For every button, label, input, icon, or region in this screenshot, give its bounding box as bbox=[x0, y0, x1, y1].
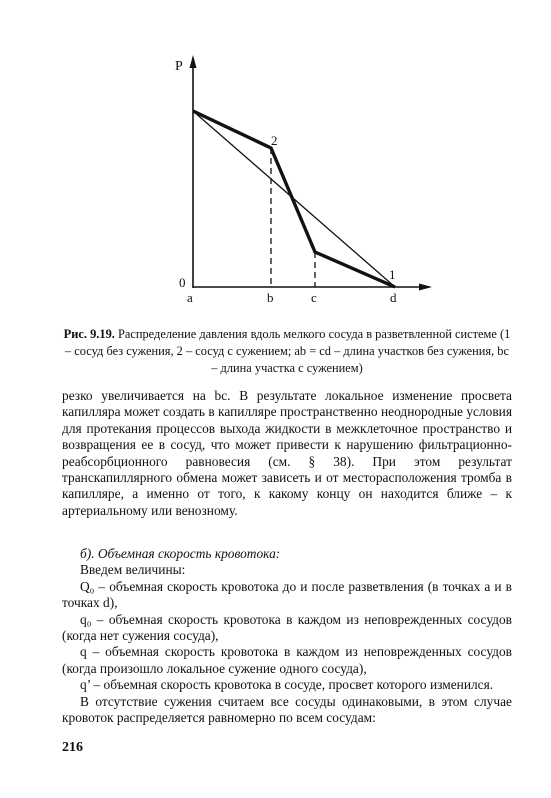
point-a-label: a bbox=[187, 290, 193, 305]
curve-2-label: 2 bbox=[271, 133, 278, 148]
section-heading: б). Объемная скорость кровотока: bbox=[80, 546, 281, 561]
intro-line: Введем величины: bbox=[80, 562, 186, 578]
y-axis-arrow-icon bbox=[190, 55, 197, 68]
point-d-label: d bbox=[390, 290, 397, 305]
axis-y-label: P bbox=[175, 59, 183, 74]
definition-q: q – объемная скорость кровотока в каждом из неповрежденных сосудов (когда произошло локальное сужение одного сосуда), bbox=[62, 644, 512, 676]
definition-q-prime: q’ – объемная скорость кровотока в сосуде, просвет которого изменился. bbox=[80, 677, 494, 693]
curve-1-label: 1 bbox=[389, 267, 396, 282]
figure-caption bbox=[62, 326, 512, 377]
body-text-section bbox=[62, 546, 512, 726]
paragraph-1: резко увеличивается на bc. В результате локальное изменение просвета капилляра может создать в капилляре пространственно неоднородные условия для протекания процессов выхода жидкости в межклеточное пространство и возвращения ее в сосуд, что может привести к нарушению фильтрационно-реабсорбционного равновесия (см. § 38). При этом результат транскапиллярного обмена может зависеть и от месторасположения тромба в капилляре, а именно от того, к какому концу он находится ближе – к артериальному или венозному. bbox=[62, 388, 512, 518]
pressure-distribution-diagram bbox=[0, 0, 551, 320]
caption-label: Рис. 9.19. bbox=[63, 327, 115, 341]
page-number: 216 bbox=[62, 740, 83, 755]
origin-label: 0 bbox=[179, 275, 186, 290]
closing-paragraph: В отсутствие сужения считаем все сосуды одинаковыми, в этом случае кровоток распределяется равномерно по всем сосудам: bbox=[62, 693, 512, 726]
caption-text: Распределение давления вдоль мелкого сосуда в разветвленной системе (1 – сосуд без сужения, 2 – сосуд с сужением; ab = cd – длина участков без сужения, bc – длина участка с сужением) bbox=[65, 327, 511, 375]
point-b-label: b bbox=[267, 290, 274, 305]
definition-q0: q₀ – объемная скорость кровотока в каждом из неповрежденных сосудов (когда нет сужения сосуда), bbox=[62, 611, 512, 644]
definition-Q0: Q₀ – объемная скорость кровотока до и после разветвления (в точках a и в точках d), bbox=[62, 578, 512, 611]
point-c-label: c bbox=[311, 290, 317, 305]
body-text-top bbox=[62, 388, 512, 519]
x-axis-arrow-icon bbox=[419, 284, 432, 291]
